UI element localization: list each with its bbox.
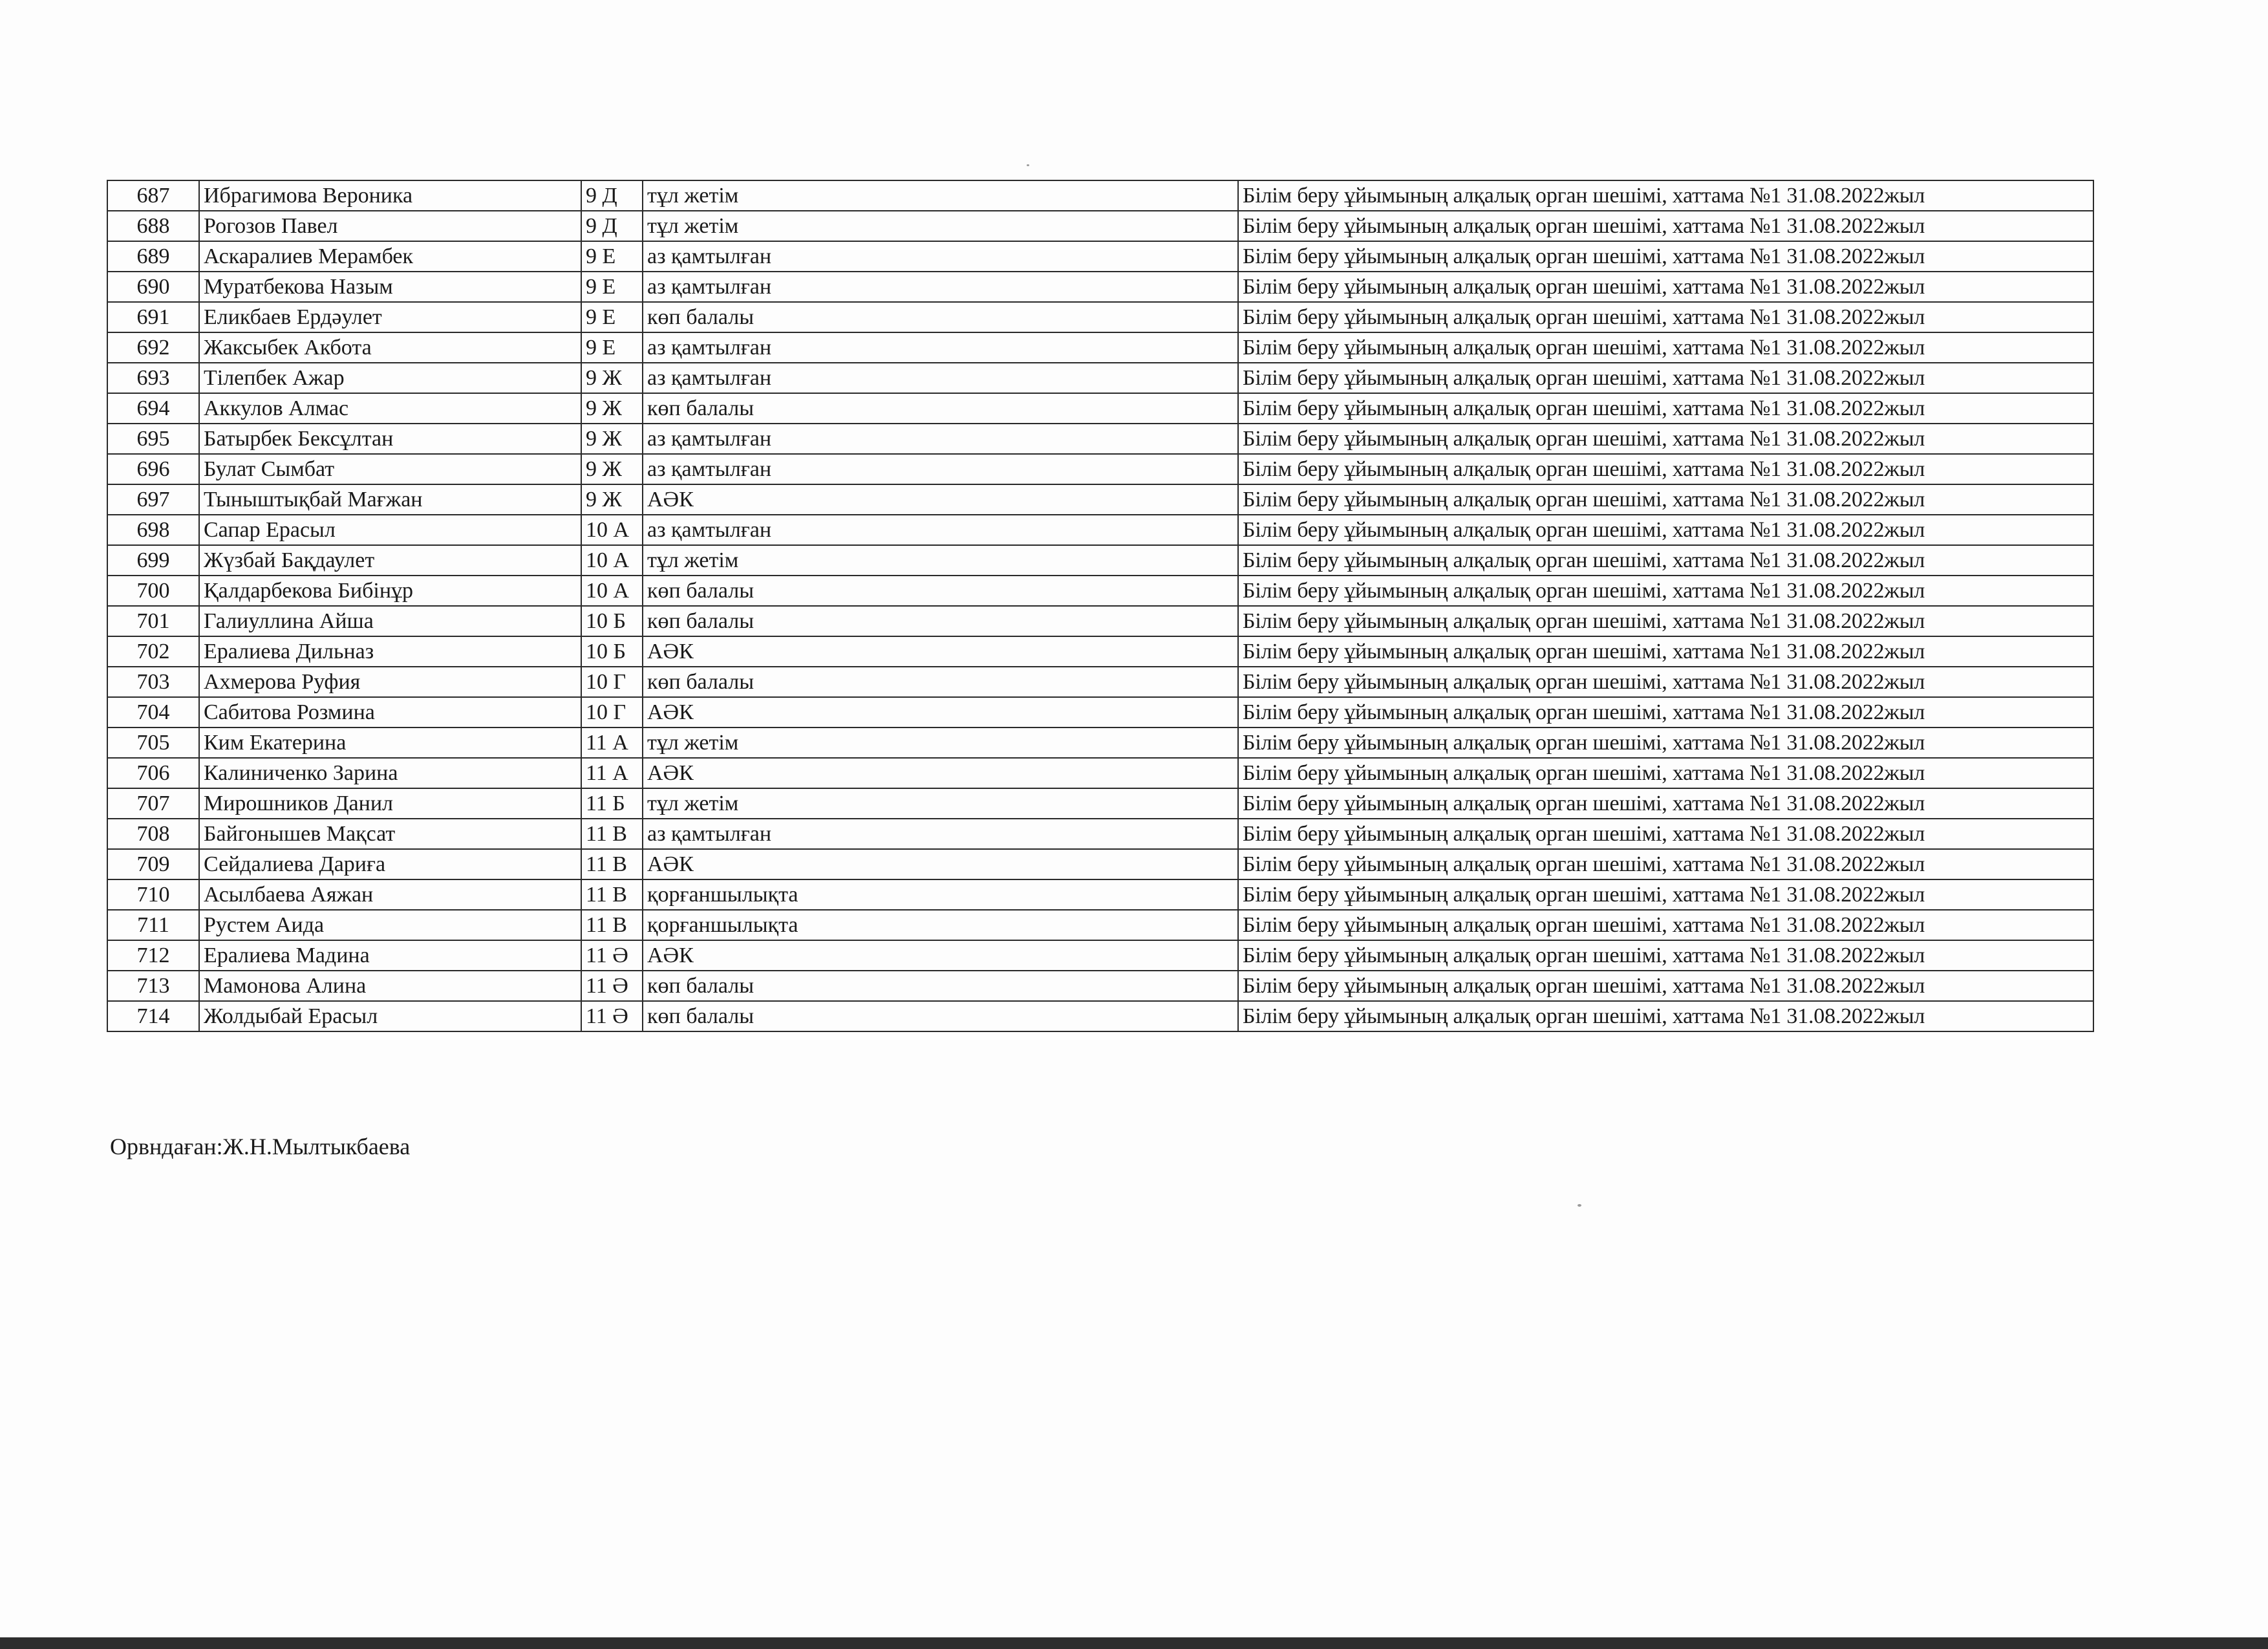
decision-cell: Білім беру ұйымының алқалық орган шешімі, хаттама №1 31.08.2022жыл bbox=[1238, 484, 2093, 515]
student-name-cell: Рустем Аида bbox=[199, 910, 581, 940]
student-name-cell: Жолдыбай Ерасыл bbox=[199, 1001, 581, 1031]
table-row bbox=[107, 211, 2093, 241]
student-name-cell: Сапар Ерасыл bbox=[199, 515, 581, 545]
row-number-cell: 709 bbox=[107, 849, 199, 879]
row-number-cell: 706 bbox=[107, 758, 199, 788]
table-row bbox=[107, 758, 2093, 788]
table-row bbox=[107, 606, 2093, 636]
table-row bbox=[107, 819, 2093, 849]
class-cell: 11 Ә bbox=[581, 1001, 643, 1031]
table-row bbox=[107, 697, 2093, 727]
student-name-cell: Тілепбек Ажар bbox=[199, 363, 581, 393]
class-cell: 9 Е bbox=[581, 241, 643, 272]
table-row bbox=[107, 849, 2093, 879]
decision-cell: Білім беру ұйымының алқалық орган шешімі, хаттама №1 31.08.2022жыл bbox=[1238, 758, 2093, 788]
decision-cell: Білім беру ұйымының алқалық орган шешімі, хаттама №1 31.08.2022жыл bbox=[1238, 667, 2093, 697]
class-cell: 9 Ж bbox=[581, 393, 643, 424]
decision-cell: Білім беру ұйымының алқалық орган шешімі, хаттама №1 31.08.2022жыл bbox=[1238, 971, 2093, 1001]
student-name-cell: Сейдалиева Дариға bbox=[199, 849, 581, 879]
decision-cell: Білім беру ұйымының алқалық орган шешімі, хаттама №1 31.08.2022жыл bbox=[1238, 515, 2093, 545]
row-number-cell: 707 bbox=[107, 788, 199, 819]
decision-cell: Білім беру ұйымының алқалық орган шешімі, хаттама №1 31.08.2022жыл bbox=[1238, 424, 2093, 454]
category-cell: көп балалы bbox=[643, 667, 1238, 697]
row-number-cell: 697 bbox=[107, 484, 199, 515]
student-register-table bbox=[107, 180, 2094, 1032]
class-cell: 11 А bbox=[581, 758, 643, 788]
category-cell: АӘК bbox=[643, 484, 1238, 515]
category-cell: АӘК bbox=[643, 940, 1238, 971]
table-row bbox=[107, 910, 2093, 940]
table-row bbox=[107, 393, 2093, 424]
class-cell: 11 Ә bbox=[581, 971, 643, 1001]
table-row bbox=[107, 332, 2093, 363]
class-cell: 9 Е bbox=[581, 332, 643, 363]
decision-cell: Білім беру ұйымының алқалық орган шешімі, хаттама №1 31.08.2022жыл bbox=[1238, 332, 2093, 363]
row-number-cell: 695 bbox=[107, 424, 199, 454]
student-name-cell: Муратбекова Назым bbox=[199, 272, 581, 302]
prepared-by-signature-line: Орвндаған:Ж.Н.Мылтыкбаева bbox=[110, 1134, 411, 1159]
decision-cell: Білім беру ұйымының алқалық орган шешімі, хаттама №1 31.08.2022жыл bbox=[1238, 727, 2093, 758]
decision-cell: Білім беру ұйымының алқалық орган шешімі, хаттама №1 31.08.2022жыл bbox=[1238, 180, 2093, 211]
decision-cell: Білім беру ұйымының алқалық орган шешімі, хаттама №1 31.08.2022жыл bbox=[1238, 788, 2093, 819]
table-row bbox=[107, 636, 2093, 667]
category-cell: қорғаншылықта bbox=[643, 879, 1238, 910]
student-name-cell: Ким Екатерина bbox=[199, 727, 581, 758]
table-row bbox=[107, 667, 2093, 697]
student-name-cell: Ералиева Дильназ bbox=[199, 636, 581, 667]
decision-cell: Білім беру ұйымының алқалық орган шешімі, хаттама №1 31.08.2022жыл bbox=[1238, 819, 2093, 849]
category-cell: көп балалы bbox=[643, 393, 1238, 424]
decision-cell: Білім беру ұйымының алқалық орган шешімі, хаттама №1 31.08.2022жыл bbox=[1238, 576, 2093, 606]
category-cell: АӘК bbox=[643, 697, 1238, 727]
table-row bbox=[107, 727, 2093, 758]
row-number-cell: 687 bbox=[107, 180, 199, 211]
decision-cell: Білім беру ұйымының алқалық орган шешімі, хаттама №1 31.08.2022жыл bbox=[1238, 211, 2093, 241]
table-row bbox=[107, 940, 2093, 971]
category-cell: көп балалы bbox=[643, 971, 1238, 1001]
class-cell: 10 Г bbox=[581, 697, 643, 727]
row-number-cell: 700 bbox=[107, 576, 199, 606]
class-cell: 9 Ж bbox=[581, 454, 643, 484]
decision-cell: Білім беру ұйымының алқалық орган шешімі, хаттама №1 31.08.2022жыл bbox=[1238, 606, 2093, 636]
table-row bbox=[107, 515, 2093, 545]
decision-cell: Білім беру ұйымының алқалық орган шешімі, хаттама №1 31.08.2022жыл bbox=[1238, 241, 2093, 272]
student-name-cell: Батырбек Бексұлтан bbox=[199, 424, 581, 454]
table-row bbox=[107, 576, 2093, 606]
student-name-cell: Аккулов Алмас bbox=[199, 393, 581, 424]
class-cell: 10 А bbox=[581, 576, 643, 606]
scan-bottom-edge bbox=[0, 1637, 2268, 1649]
student-name-cell: Қалдарбекова Бибінұр bbox=[199, 576, 581, 606]
row-number-cell: 710 bbox=[107, 879, 199, 910]
class-cell: 10 Б bbox=[581, 636, 643, 667]
category-cell: қорғаншылықта bbox=[643, 910, 1238, 940]
row-number-cell: 711 bbox=[107, 910, 199, 940]
scan-speck bbox=[1027, 164, 1029, 166]
row-number-cell: 692 bbox=[107, 332, 199, 363]
category-cell: аз қамтылған bbox=[643, 363, 1238, 393]
student-name-cell: Ибрагимова Вероника bbox=[199, 180, 581, 211]
row-number-cell: 699 bbox=[107, 545, 199, 576]
table-row bbox=[107, 424, 2093, 454]
row-number-cell: 694 bbox=[107, 393, 199, 424]
row-number-cell: 713 bbox=[107, 971, 199, 1001]
category-cell: аз қамтылған bbox=[643, 454, 1238, 484]
student-name-cell: Еликбаев Ердәулет bbox=[199, 302, 581, 332]
row-number-cell: 705 bbox=[107, 727, 199, 758]
category-cell: көп балалы bbox=[643, 302, 1238, 332]
row-number-cell: 702 bbox=[107, 636, 199, 667]
table-row bbox=[107, 302, 2093, 332]
row-number-cell: 689 bbox=[107, 241, 199, 272]
class-cell: 9 Е bbox=[581, 302, 643, 332]
table-row bbox=[107, 363, 2093, 393]
decision-cell: Білім беру ұйымының алқалық орган шешімі, хаттама №1 31.08.2022жыл bbox=[1238, 849, 2093, 879]
student-name-cell: Ахмерова Руфия bbox=[199, 667, 581, 697]
row-number-cell: 690 bbox=[107, 272, 199, 302]
row-number-cell: 698 bbox=[107, 515, 199, 545]
table-row bbox=[107, 180, 2093, 211]
class-cell: 11 В bbox=[581, 849, 643, 879]
class-cell: 9 Ж bbox=[581, 484, 643, 515]
category-cell: көп балалы bbox=[643, 1001, 1238, 1031]
table-row bbox=[107, 545, 2093, 576]
table-row bbox=[107, 1001, 2093, 1031]
row-number-cell: 704 bbox=[107, 697, 199, 727]
decision-cell: Білім беру ұйымының алқалық орган шешімі, хаттама №1 31.08.2022жыл bbox=[1238, 272, 2093, 302]
decision-cell: Білім беру ұйымының алқалық орган шешімі, хаттама №1 31.08.2022жыл bbox=[1238, 636, 2093, 667]
category-cell: көп балалы bbox=[643, 576, 1238, 606]
category-cell: аз қамтылған bbox=[643, 515, 1238, 545]
category-cell: аз қамтылған bbox=[643, 272, 1238, 302]
decision-cell: Білім беру ұйымының алқалық орган шешімі, хаттама №1 31.08.2022жыл bbox=[1238, 363, 2093, 393]
decision-cell: Білім беру ұйымының алқалық орган шешімі, хаттама №1 31.08.2022жыл bbox=[1238, 545, 2093, 576]
row-number-cell: 712 bbox=[107, 940, 199, 971]
class-cell: 9 Д bbox=[581, 180, 643, 211]
category-cell: аз қамтылған bbox=[643, 424, 1238, 454]
decision-cell: Білім беру ұйымының алқалық орган шешімі, хаттама №1 31.08.2022жыл bbox=[1238, 1001, 2093, 1031]
category-cell: тұл жетім bbox=[643, 788, 1238, 819]
class-cell: 11 А bbox=[581, 727, 643, 758]
class-cell: 11 В bbox=[581, 910, 643, 940]
table-row bbox=[107, 788, 2093, 819]
decision-cell: Білім беру ұйымының алқалық орган шешімі, хаттама №1 31.08.2022жыл bbox=[1238, 879, 2093, 910]
class-cell: 10 Г bbox=[581, 667, 643, 697]
category-cell: тұл жетім bbox=[643, 545, 1238, 576]
table-row bbox=[107, 272, 2093, 302]
table-row bbox=[107, 484, 2093, 515]
student-name-cell: Мамонова Алина bbox=[199, 971, 581, 1001]
scan-speck bbox=[1578, 1204, 1581, 1207]
category-cell: тұл жетім bbox=[643, 727, 1238, 758]
class-cell: 9 Д bbox=[581, 211, 643, 241]
class-cell: 11 В bbox=[581, 819, 643, 849]
category-cell: тұл жетім bbox=[643, 180, 1238, 211]
table-row bbox=[107, 454, 2093, 484]
class-cell: 11 В bbox=[581, 879, 643, 910]
decision-cell: Білім беру ұйымының алқалық орган шешімі, хаттама №1 31.08.2022жыл bbox=[1238, 393, 2093, 424]
category-cell: АӘК bbox=[643, 636, 1238, 667]
row-number-cell: 688 bbox=[107, 211, 199, 241]
row-number-cell: 696 bbox=[107, 454, 199, 484]
student-name-cell: Жүзбай Бақдаулет bbox=[199, 545, 581, 576]
category-cell: аз қамтылған bbox=[643, 241, 1238, 272]
category-cell: көп балалы bbox=[643, 606, 1238, 636]
category-cell: аз қамтылған bbox=[643, 332, 1238, 363]
student-name-cell: Тыныштықбай Мағжан bbox=[199, 484, 581, 515]
table-row bbox=[107, 971, 2093, 1001]
class-cell: 10 А bbox=[581, 545, 643, 576]
decision-cell: Білім беру ұйымының алқалық орган шешімі, хаттама №1 31.08.2022жыл bbox=[1238, 910, 2093, 940]
student-name-cell: Байгонышев Мақсат bbox=[199, 819, 581, 849]
class-cell: 9 Е bbox=[581, 272, 643, 302]
student-name-cell: Ералиева Мадина bbox=[199, 940, 581, 971]
student-name-cell: Мирошников Данил bbox=[199, 788, 581, 819]
row-number-cell: 708 bbox=[107, 819, 199, 849]
class-cell: 9 Ж bbox=[581, 424, 643, 454]
row-number-cell: 714 bbox=[107, 1001, 199, 1031]
decision-cell: Білім беру ұйымының алқалық орган шешімі, хаттама №1 31.08.2022жыл bbox=[1238, 940, 2093, 971]
class-cell: 11 Б bbox=[581, 788, 643, 819]
student-name-cell: Рогозов Павел bbox=[199, 211, 581, 241]
category-cell: АӘК bbox=[643, 758, 1238, 788]
table-row bbox=[107, 241, 2093, 272]
category-cell: АӘК bbox=[643, 849, 1238, 879]
student-name-cell: Булат Сымбат bbox=[199, 454, 581, 484]
class-cell: 10 А bbox=[581, 515, 643, 545]
row-number-cell: 703 bbox=[107, 667, 199, 697]
student-name-cell: Аскаралиев Мерамбек bbox=[199, 241, 581, 272]
class-cell: 9 Ж bbox=[581, 363, 643, 393]
class-cell: 10 Б bbox=[581, 606, 643, 636]
class-cell: 11 Ә bbox=[581, 940, 643, 971]
student-name-cell: Галиуллина Айша bbox=[199, 606, 581, 636]
student-name-cell: Жаксыбек Акбота bbox=[199, 332, 581, 363]
student-name-cell: Калиниченко Зарина bbox=[199, 758, 581, 788]
student-name-cell: Сабитова Розмина bbox=[199, 697, 581, 727]
category-cell: аз қамтылған bbox=[643, 819, 1238, 849]
decision-cell: Білім беру ұйымының алқалық орган шешімі, хаттама №1 31.08.2022жыл bbox=[1238, 454, 2093, 484]
row-number-cell: 693 bbox=[107, 363, 199, 393]
table-row bbox=[107, 879, 2093, 910]
student-name-cell: Асылбаева Аяжан bbox=[199, 879, 581, 910]
row-number-cell: 691 bbox=[107, 302, 199, 332]
decision-cell: Білім беру ұйымының алқалық орган шешімі, хаттама №1 31.08.2022жыл bbox=[1238, 302, 2093, 332]
row-number-cell: 701 bbox=[107, 606, 199, 636]
student-register-body bbox=[107, 180, 2093, 1031]
category-cell: тұл жетім bbox=[643, 211, 1238, 241]
decision-cell: Білім беру ұйымының алқалық орган шешімі, хаттама №1 31.08.2022жыл bbox=[1238, 697, 2093, 727]
